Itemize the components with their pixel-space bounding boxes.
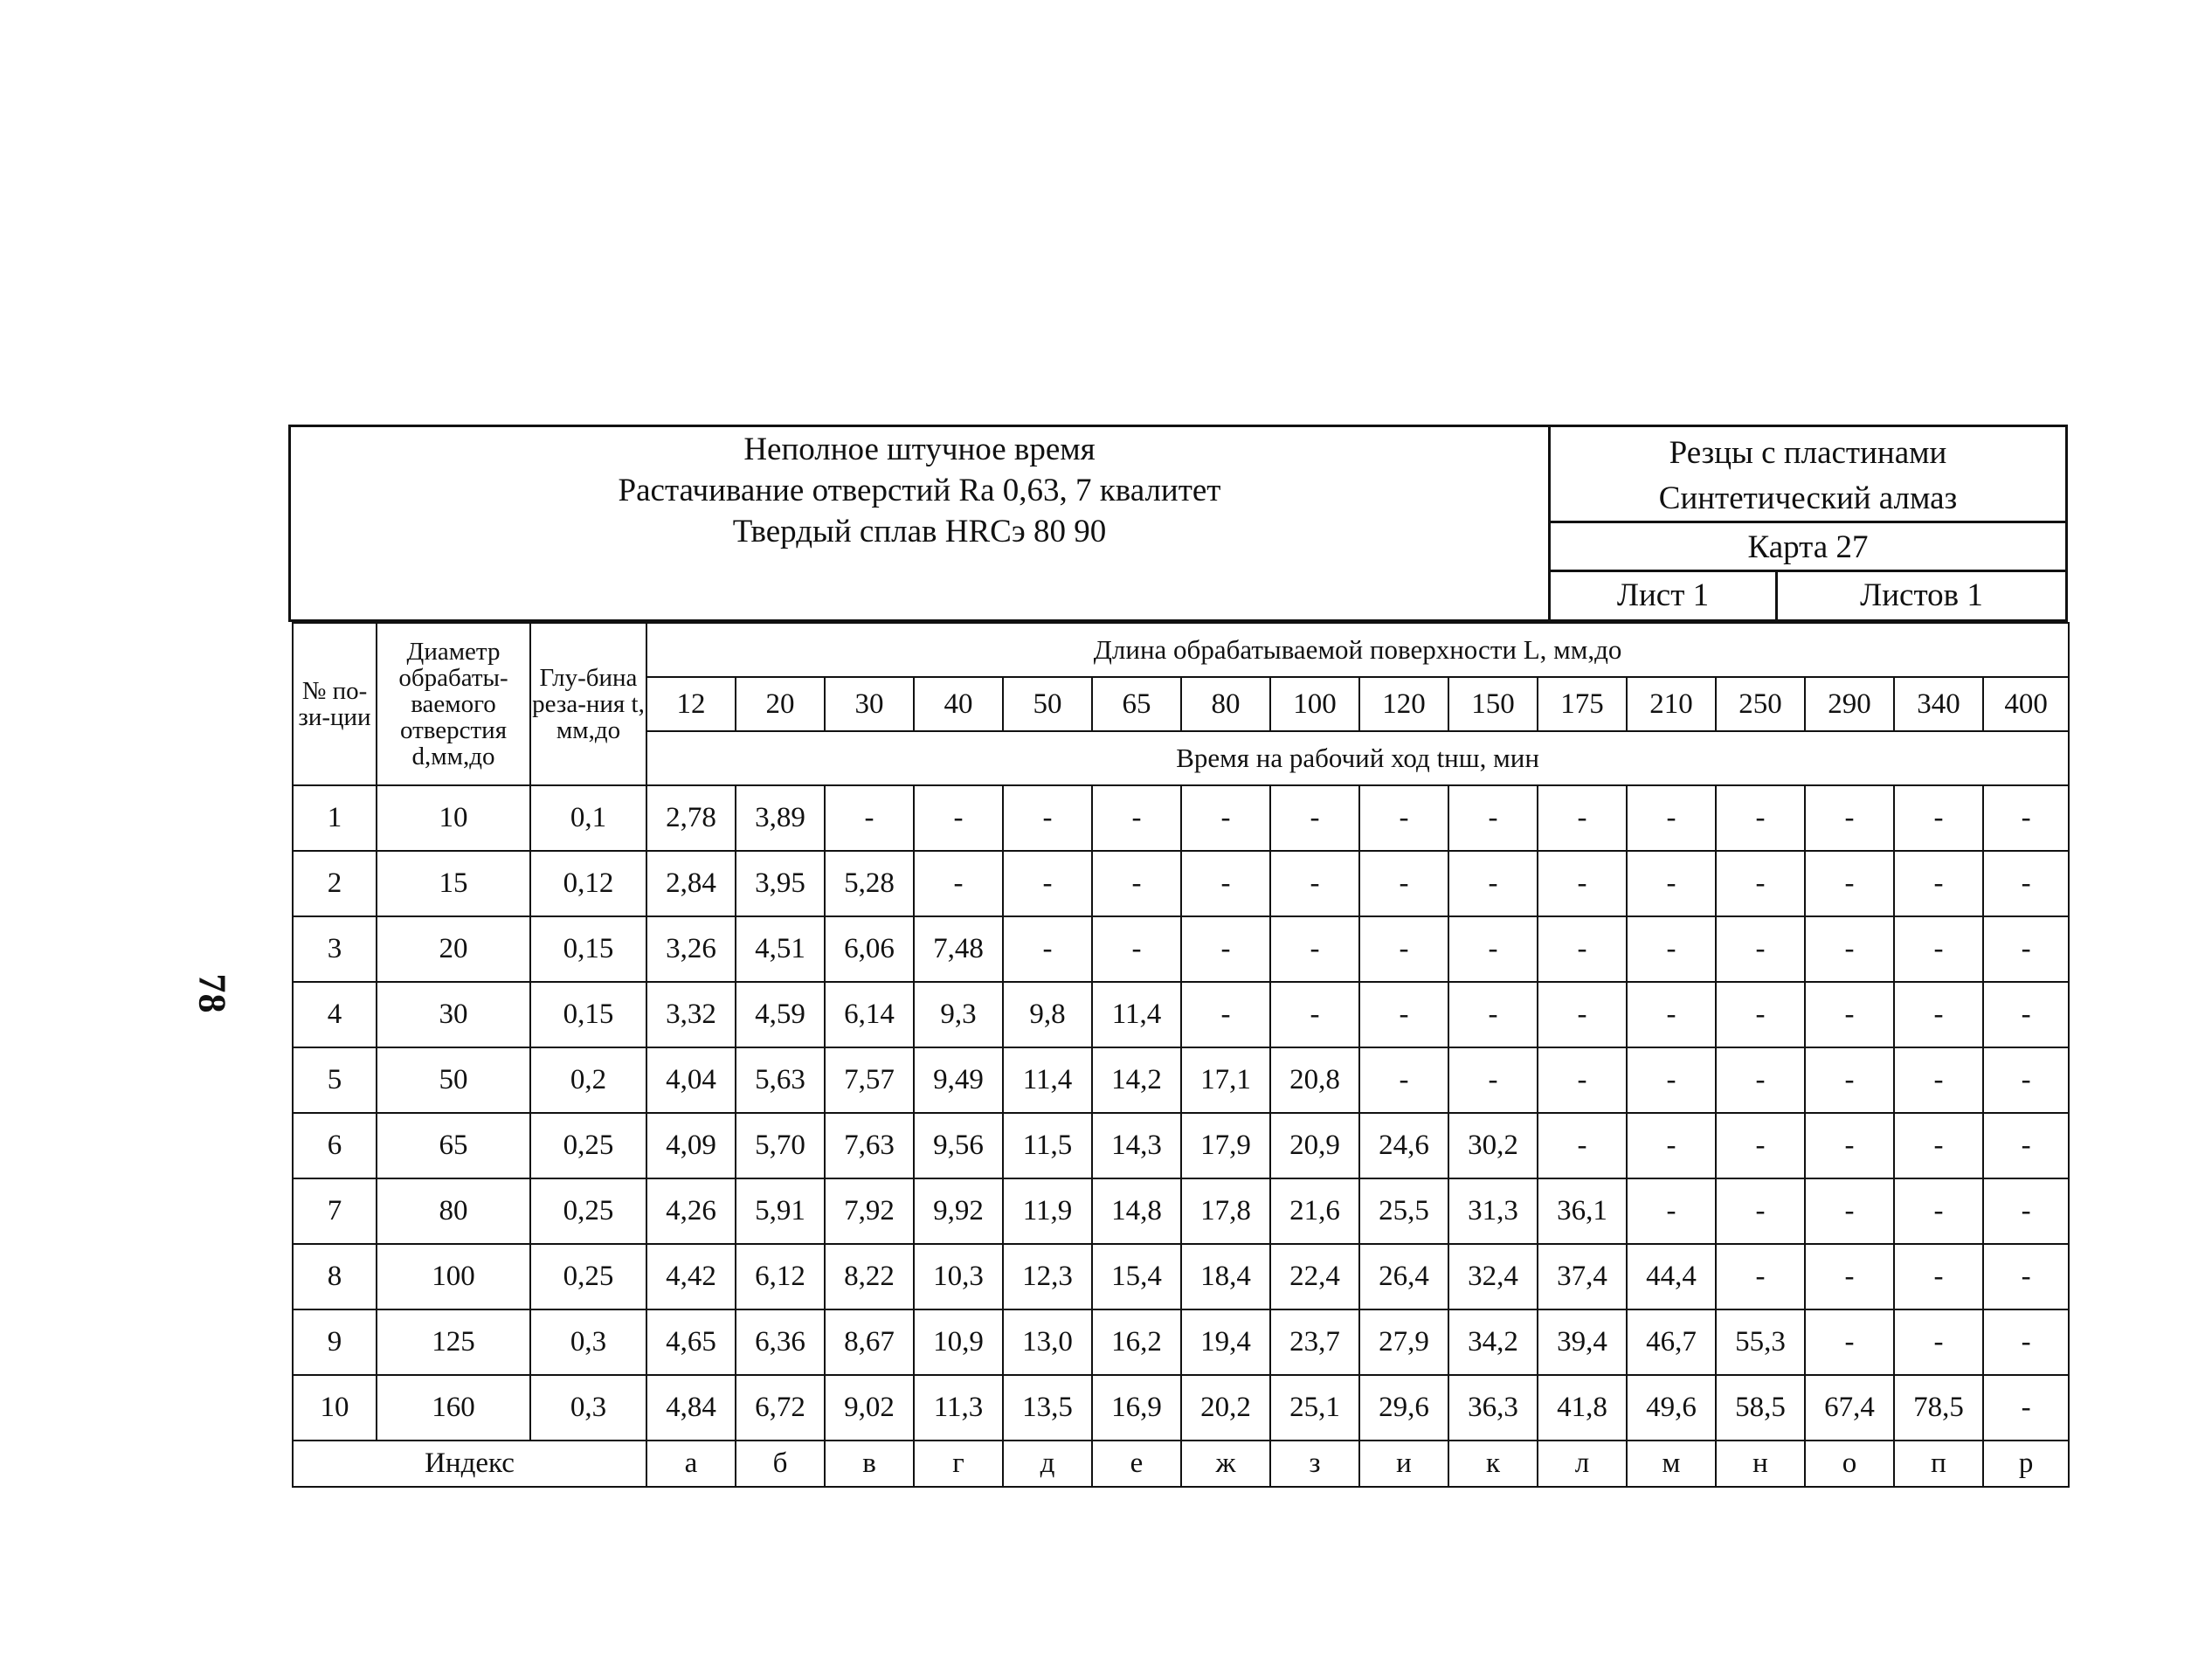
position-cell: 7	[293, 1178, 377, 1244]
title-block	[288, 425, 2068, 622]
time-value-cell: -	[1805, 851, 1894, 916]
time-value-cell: -	[1716, 1244, 1805, 1309]
length-value: 400	[1983, 677, 2069, 731]
depth-cell: 0,12	[530, 851, 646, 916]
length-value: 100	[1270, 677, 1359, 731]
diameter-cell: 80	[377, 1178, 530, 1244]
time-value-cell: 37,4	[1538, 1244, 1627, 1309]
card-number: Карта 27	[1551, 523, 2065, 572]
time-value-cell: -	[1359, 982, 1448, 1047]
time-value-cell: 17,8	[1181, 1178, 1270, 1244]
time-value-cell: 16,2	[1092, 1309, 1181, 1375]
time-value-cell: 21,6	[1270, 1178, 1359, 1244]
time-value-cell: 13,0	[1003, 1309, 1092, 1375]
time-header: Время на рабочий ход tнш, мин	[646, 731, 2069, 785]
time-value-cell: -	[1181, 982, 1270, 1047]
time-value-cell: -	[1270, 851, 1359, 916]
time-value-cell: 31,3	[1448, 1178, 1538, 1244]
time-value-cell: -	[1805, 1309, 1894, 1375]
time-value-cell: 3,26	[646, 916, 736, 982]
time-value-cell: 10,3	[914, 1244, 1003, 1309]
length-value: 150	[1448, 677, 1538, 731]
time-value-cell: 5,28	[825, 851, 914, 916]
cutter-type	[1551, 427, 2065, 523]
time-value-cell: -	[1805, 1113, 1894, 1178]
time-value-cell: 78,5	[1894, 1375, 1983, 1441]
time-value-cell: -	[1538, 851, 1627, 916]
time-value-cell: -	[1181, 916, 1270, 982]
time-value-cell: 9,02	[825, 1375, 914, 1441]
diameter-cell: 30	[377, 982, 530, 1047]
index-letter: е	[1092, 1441, 1181, 1487]
time-value-cell: 6,72	[736, 1375, 825, 1441]
length-value: 210	[1627, 677, 1716, 731]
index-letter: з	[1270, 1441, 1359, 1487]
time-value-cell: 4,51	[736, 916, 825, 982]
length-value: 50	[1003, 677, 1092, 731]
index-letter: ж	[1181, 1441, 1270, 1487]
time-value-cell: 11,4	[1092, 982, 1181, 1047]
depth-cell: 0,3	[530, 1309, 646, 1375]
time-value-cell: -	[1983, 1047, 2069, 1113]
time-value-cell: -	[1627, 785, 1716, 851]
length-value: 30	[825, 677, 914, 731]
time-value-cell: 27,9	[1359, 1309, 1448, 1375]
time-value-cell: 2,84	[646, 851, 736, 916]
time-value-cell: -	[1359, 1047, 1448, 1113]
table-row	[293, 1178, 2069, 1244]
time-value-cell: 4,65	[646, 1309, 736, 1375]
length-value: 175	[1538, 677, 1627, 731]
table-row	[293, 785, 2069, 851]
depth-cell: 0,1	[530, 785, 646, 851]
time-value-cell: -	[1627, 851, 1716, 916]
time-value-cell: -	[1983, 1244, 2069, 1309]
position-cell: 2	[293, 851, 377, 916]
time-value-cell: -	[1448, 982, 1538, 1047]
time-value-cell: 4,59	[736, 982, 825, 1047]
time-value-cell: 29,6	[1359, 1375, 1448, 1441]
time-value-cell: -	[825, 785, 914, 851]
time-value-cell: -	[1181, 851, 1270, 916]
time-value-cell: 3,95	[736, 851, 825, 916]
time-value-cell: -	[1805, 916, 1894, 982]
time-value-cell: 9,49	[914, 1047, 1003, 1113]
index-label: Индекс	[293, 1441, 646, 1487]
time-value-cell: -	[1003, 851, 1092, 916]
index-letter: м	[1627, 1441, 1716, 1487]
index-letter: р	[1983, 1441, 2069, 1487]
table-row	[293, 1244, 2069, 1309]
time-value-cell: 5,63	[736, 1047, 825, 1113]
time-value-cell: 9,8	[1003, 982, 1092, 1047]
time-value-cell: -	[1359, 851, 1448, 916]
time-norms-table	[292, 622, 2070, 1488]
time-value-cell: 44,4	[1627, 1244, 1716, 1309]
time-value-cell: -	[1805, 982, 1894, 1047]
time-value-cell: 18,4	[1181, 1244, 1270, 1309]
sheets-total: Листов 1	[1860, 577, 1983, 613]
time-value-cell: 15,4	[1092, 1244, 1181, 1309]
title-line: Неполное штучное время	[743, 432, 1096, 467]
time-value-cell: -	[1894, 1047, 1983, 1113]
time-value-cell: -	[1538, 982, 1627, 1047]
time-value-cell: 14,3	[1092, 1113, 1181, 1178]
time-value-cell: 8,67	[825, 1309, 914, 1375]
sheet-number: Лист 1	[1551, 572, 1778, 619]
time-value-cell: -	[1092, 851, 1181, 916]
time-value-cell: -	[1805, 1178, 1894, 1244]
time-value-cell: -	[1983, 916, 2069, 982]
time-value-cell: 4,84	[646, 1375, 736, 1441]
time-value-cell: 14,8	[1092, 1178, 1181, 1244]
time-value-cell: -	[1805, 1244, 1894, 1309]
time-value-cell: -	[1894, 851, 1983, 916]
length-value: 12	[646, 677, 736, 731]
time-value-cell: 16,9	[1092, 1375, 1181, 1441]
table-row	[293, 1047, 2069, 1113]
index-letter: п	[1894, 1441, 1983, 1487]
title-line: Твердый сплав HRCэ 80 90	[732, 514, 1107, 549]
time-value-cell: 17,9	[1181, 1113, 1270, 1178]
position-cell: 10	[293, 1375, 377, 1441]
time-value-cell: -	[1894, 1244, 1983, 1309]
depth-cell: 0,15	[530, 982, 646, 1047]
position-cell: 1	[293, 785, 377, 851]
index-letter: а	[646, 1441, 736, 1487]
time-value-cell: 14,2	[1092, 1047, 1181, 1113]
time-value-cell: 39,4	[1538, 1309, 1627, 1375]
table-row	[293, 1375, 2069, 1441]
time-value-cell: -	[1716, 851, 1805, 916]
time-value-cell: -	[1448, 1047, 1538, 1113]
position-cell: 3	[293, 916, 377, 982]
time-value-cell: 9,92	[914, 1178, 1003, 1244]
card-info	[1551, 427, 2065, 619]
diameter-cell: 20	[377, 916, 530, 982]
depth-cell: 0,25	[530, 1244, 646, 1309]
col-header-diameter: Диаметр обрабаты-ваемого отверстия d,мм,до	[377, 623, 530, 785]
time-value-cell: -	[1894, 982, 1983, 1047]
time-value-cell: -	[1894, 1309, 1983, 1375]
col-header-depth: Глу-бина реза-ния t, мм,до	[530, 623, 646, 785]
time-value-cell: 11,3	[914, 1375, 1003, 1441]
col-header-position: № по-зи-ции	[293, 623, 377, 785]
time-value-cell: 26,4	[1359, 1244, 1448, 1309]
time-value-cell: 6,14	[825, 982, 914, 1047]
time-value-cell: 11,5	[1003, 1113, 1092, 1178]
time-value-cell: 13,5	[1003, 1375, 1092, 1441]
time-value-cell: -	[1538, 1113, 1627, 1178]
index-letter: н	[1716, 1441, 1805, 1487]
length-value: 65	[1092, 677, 1181, 731]
diameter-cell: 10	[377, 785, 530, 851]
table-row	[293, 916, 2069, 982]
depth-cell: 0,25	[530, 1113, 646, 1178]
time-value-cell: -	[1538, 785, 1627, 851]
diameter-cell: 125	[377, 1309, 530, 1375]
index-letter: б	[736, 1441, 825, 1487]
length-header: Длина обрабатываемой поверхности L, мм,до	[646, 623, 2069, 677]
time-value-cell: -	[1894, 785, 1983, 851]
time-value-cell: -	[1270, 785, 1359, 851]
time-value-cell: 11,4	[1003, 1047, 1092, 1113]
position-cell: 9	[293, 1309, 377, 1375]
time-value-cell: 7,48	[914, 916, 1003, 982]
time-value-cell: -	[1627, 1047, 1716, 1113]
time-value-cell: 7,92	[825, 1178, 914, 1244]
time-value-cell: 19,4	[1181, 1309, 1270, 1375]
time-value-cell: 4,42	[646, 1244, 736, 1309]
diameter-cell: 100	[377, 1244, 530, 1309]
index-letter: и	[1359, 1441, 1448, 1487]
index-letter: к	[1448, 1441, 1538, 1487]
time-value-cell: -	[1448, 851, 1538, 916]
time-value-cell: 3,89	[736, 785, 825, 851]
time-value-cell: 7,63	[825, 1113, 914, 1178]
time-value-cell: 5,70	[736, 1113, 825, 1178]
position-cell: 5	[293, 1047, 377, 1113]
time-value-cell: -	[1983, 1375, 2069, 1441]
time-value-cell: 55,3	[1716, 1309, 1805, 1375]
index-letter: в	[825, 1441, 914, 1487]
depth-cell: 0,15	[530, 916, 646, 982]
time-value-cell: -	[1092, 916, 1181, 982]
time-value-cell: 34,2	[1448, 1309, 1538, 1375]
time-value-cell: 8,22	[825, 1244, 914, 1309]
time-value-cell: 36,1	[1538, 1178, 1627, 1244]
time-value-cell: 4,26	[646, 1178, 736, 1244]
position-cell: 8	[293, 1244, 377, 1309]
time-value-cell: -	[1003, 785, 1092, 851]
position-cell: 4	[293, 982, 377, 1047]
time-value-cell: 9,3	[914, 982, 1003, 1047]
time-value-cell: 2,78	[646, 785, 736, 851]
time-value-cell: -	[1627, 916, 1716, 982]
index-letter: д	[1003, 1441, 1092, 1487]
table-row	[293, 982, 2069, 1047]
time-value-cell: -	[1716, 785, 1805, 851]
length-value: 80	[1181, 677, 1270, 731]
cutter-material-line: Синтетический алмаз	[1658, 480, 1958, 516]
time-value-cell: -	[914, 785, 1003, 851]
time-value-cell: 4,04	[646, 1047, 736, 1113]
time-value-cell: 41,8	[1538, 1375, 1627, 1441]
length-value: 340	[1894, 677, 1983, 731]
time-value-cell: -	[1805, 1047, 1894, 1113]
time-value-cell: 25,5	[1359, 1178, 1448, 1244]
time-value-cell: -	[1181, 785, 1270, 851]
time-value-cell: 12,3	[1003, 1244, 1092, 1309]
time-value-cell: 9,56	[914, 1113, 1003, 1178]
time-value-cell: -	[1716, 982, 1805, 1047]
time-value-cell: 67,4	[1805, 1375, 1894, 1441]
diameter-cell: 160	[377, 1375, 530, 1441]
time-value-cell: -	[1359, 916, 1448, 982]
time-value-cell: -	[1448, 785, 1538, 851]
time-value-cell: 32,4	[1448, 1244, 1538, 1309]
table-row	[293, 851, 2069, 916]
time-value-cell: 6,36	[736, 1309, 825, 1375]
time-value-cell: -	[1805, 785, 1894, 851]
depth-cell: 0,2	[530, 1047, 646, 1113]
time-value-cell: 20,8	[1270, 1047, 1359, 1113]
time-value-cell: -	[914, 851, 1003, 916]
time-value-cell: -	[1270, 916, 1359, 982]
time-value-cell: -	[1627, 982, 1716, 1047]
time-value-cell: -	[1448, 916, 1538, 982]
page-number: 78	[190, 973, 234, 1014]
time-value-cell: -	[1627, 1113, 1716, 1178]
time-value-cell: 49,6	[1627, 1375, 1716, 1441]
index-letter: о	[1805, 1441, 1894, 1487]
time-value-cell: -	[1627, 1178, 1716, 1244]
time-value-cell: -	[1983, 1178, 2069, 1244]
time-value-cell: 22,4	[1270, 1244, 1359, 1309]
time-value-cell: 36,3	[1448, 1375, 1538, 1441]
time-value-cell: 30,2	[1448, 1113, 1538, 1178]
time-value-cell: -	[1003, 916, 1092, 982]
time-value-cell: -	[1894, 916, 1983, 982]
index-row	[293, 1441, 2069, 1487]
length-value: 40	[914, 677, 1003, 731]
time-value-cell: -	[1538, 916, 1627, 982]
table-row	[293, 1113, 2069, 1178]
time-value-cell: 4,09	[646, 1113, 736, 1178]
depth-cell: 0,25	[530, 1178, 646, 1244]
time-value-cell: -	[1270, 982, 1359, 1047]
index-letter: л	[1538, 1441, 1627, 1487]
time-value-cell: -	[1092, 785, 1181, 851]
length-value: 250	[1716, 677, 1805, 731]
time-value-cell: 6,06	[825, 916, 914, 982]
time-value-cell: -	[1359, 785, 1448, 851]
time-value-cell: 6,12	[736, 1244, 825, 1309]
time-value-cell: -	[1983, 1113, 2069, 1178]
time-value-cell: -	[1716, 1178, 1805, 1244]
time-value-cell: -	[1983, 982, 2069, 1047]
time-value-cell: 23,7	[1270, 1309, 1359, 1375]
depth-cell: 0,3	[530, 1375, 646, 1441]
title-line: Растачивание отверстий Ra 0,63, 7 квалитет	[618, 473, 1221, 508]
length-value: 290	[1805, 677, 1894, 731]
time-value-cell: 7,57	[825, 1047, 914, 1113]
diameter-cell: 50	[377, 1047, 530, 1113]
time-value-cell: -	[1983, 785, 2069, 851]
length-value: 120	[1359, 677, 1448, 731]
time-value-cell: -	[1538, 1047, 1627, 1113]
time-value-cell: 5,91	[736, 1178, 825, 1244]
position-cell: 6	[293, 1113, 377, 1178]
time-value-cell: -	[1983, 1309, 2069, 1375]
table-row	[293, 1309, 2069, 1375]
time-value-cell: 25,1	[1270, 1375, 1359, 1441]
time-value-cell: 20,9	[1270, 1113, 1359, 1178]
time-value-cell: 58,5	[1716, 1375, 1805, 1441]
time-value-cell: -	[1983, 851, 2069, 916]
time-value-cell: 46,7	[1627, 1309, 1716, 1375]
time-value-cell: 20,2	[1181, 1375, 1270, 1441]
cutter-type-line: Резцы с пластинами	[1669, 435, 1947, 471]
time-value-cell: 11,9	[1003, 1178, 1092, 1244]
time-value-cell: -	[1716, 916, 1805, 982]
diameter-cell: 15	[377, 851, 530, 916]
time-value-cell: -	[1716, 1047, 1805, 1113]
time-value-cell: 10,9	[914, 1309, 1003, 1375]
time-value-cell: 17,1	[1181, 1047, 1270, 1113]
index-letter: г	[914, 1441, 1003, 1487]
time-value-cell: 3,32	[646, 982, 736, 1047]
diameter-cell: 65	[377, 1113, 530, 1178]
document-title	[291, 427, 1551, 619]
time-value-cell: -	[1894, 1113, 1983, 1178]
time-value-cell: -	[1716, 1113, 1805, 1178]
time-value-cell: -	[1894, 1178, 1983, 1244]
length-value: 20	[736, 677, 825, 731]
time-value-cell: 24,6	[1359, 1113, 1448, 1178]
